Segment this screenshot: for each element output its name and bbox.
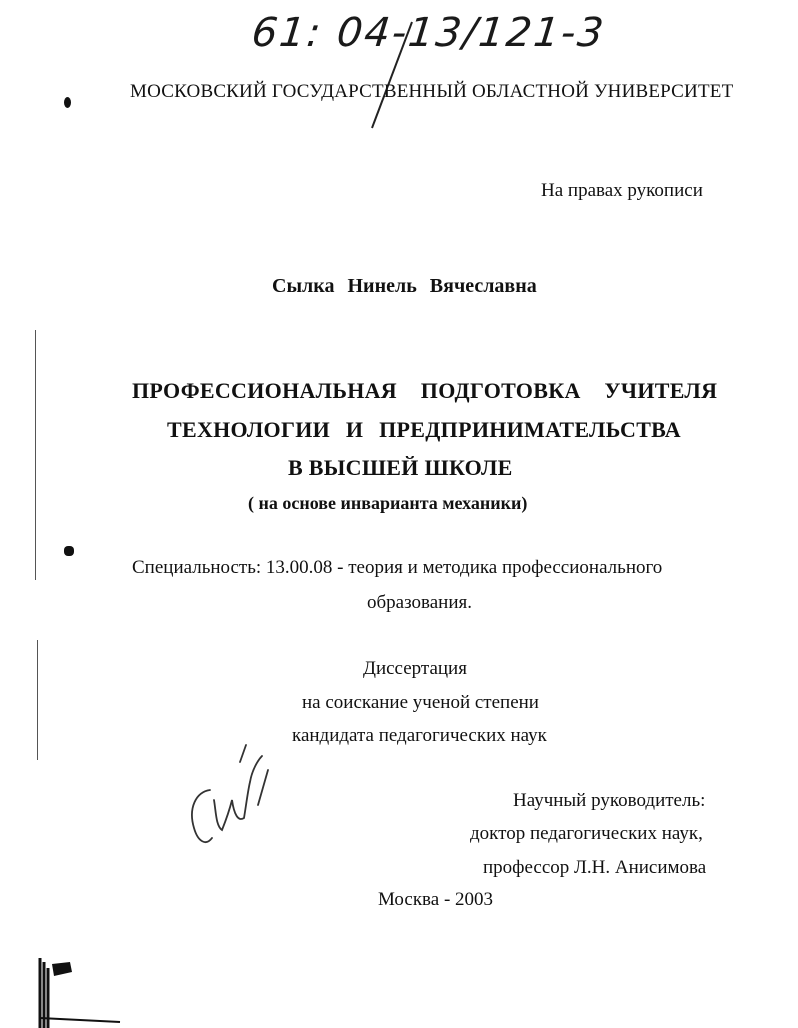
supervisor-degree: доктор педагогических наук, xyxy=(470,823,703,844)
title-line-1: ПРОФЕССИОНАЛЬНАЯ ПОДГОТОВКА УЧИТЕЛЯ xyxy=(132,378,718,403)
dissertation-purpose: на соискание ученой степени xyxy=(302,692,539,713)
university-name: МОСКОВСКИЙ ГОСУДАРСТВЕННЫЙ ОБЛАСТНОЙ УНИВЕРСИТЕТ xyxy=(130,81,734,102)
specialty-line-2: образования. xyxy=(367,592,472,613)
dissertation-degree: кандидата педагогических наук xyxy=(292,725,547,746)
title-subtitle: ( на основе инварианта механики) xyxy=(248,493,528,513)
dissertation-type: Диссертация xyxy=(363,658,467,679)
author-name: Сылка Нинель Вячеславна xyxy=(272,275,537,297)
archive-code-handwritten: 61: 04-13/121-3 xyxy=(249,10,608,56)
city-year: Москва - 2003 xyxy=(378,889,494,910)
title-line-2: ТЕХНОЛОГИИ И ПРЕДПРИНИМАТЕЛЬСТВА xyxy=(167,417,681,442)
manuscript-note: На правах рукописи xyxy=(541,180,703,201)
supervisor-name: профессор Л.Н. Анисимова xyxy=(483,857,707,878)
supervisor-label: Научный руководитель: xyxy=(513,790,706,811)
title-line-3: В ВЫСШЕЙ ШКОЛЕ xyxy=(288,455,513,480)
specialty-line-1: Специальность: 13.00.08 - теория и методика профессионального xyxy=(132,557,663,578)
